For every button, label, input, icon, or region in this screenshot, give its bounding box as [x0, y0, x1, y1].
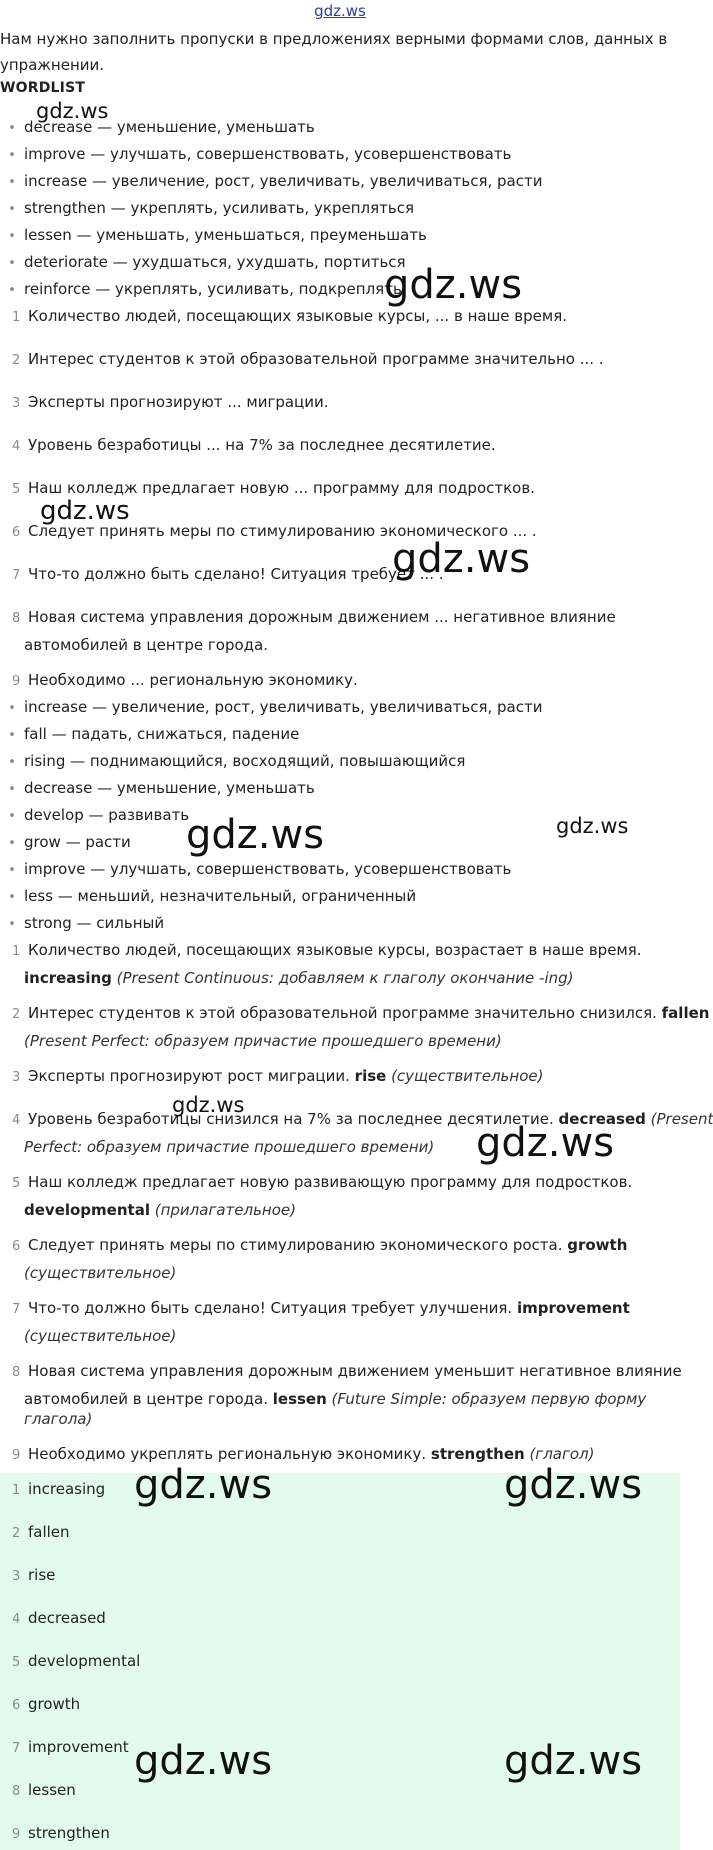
watermark: gdz.ws	[172, 1093, 245, 1117]
wordlist-text: less — меньший, незначительный, ограниченный	[24, 887, 417, 905]
answer-word: decreased	[558, 1110, 646, 1128]
solution-item	[0, 1362, 680, 1380]
item-number: 8	[12, 1784, 21, 1799]
answer-word: rise	[354, 1067, 387, 1085]
wordlist-heading: WORDLIST	[0, 80, 86, 96]
task-text: Количество людей, посещающих языковые курсы, ... в наше время.	[28, 307, 567, 325]
task-item	[0, 436, 680, 454]
solution-item-continued	[0, 1264, 704, 1282]
grammar-note: (Present Continuous: добавляем к глаголу окончание -ing)	[111, 969, 574, 987]
grammar-note: Perfect: образуем причастие прошедшего времени)	[24, 1138, 435, 1156]
grammar-note: (прилагательное)	[149, 1201, 296, 1219]
wordlist-item	[0, 145, 680, 163]
bullet-icon: •	[8, 755, 16, 770]
wordlist-item	[0, 199, 680, 217]
solution-item	[0, 1173, 680, 1191]
item-number: 2	[12, 1526, 21, 1541]
task-item-continued	[0, 636, 704, 654]
bullet-icon: •	[8, 809, 16, 824]
item-number: 5	[12, 482, 21, 497]
answer-word: rise	[28, 1566, 56, 1584]
answer-word: fallen	[661, 1004, 710, 1022]
answer-word: lessen	[28, 1781, 76, 1799]
answer-word: growth	[28, 1695, 81, 1713]
wordlist-text: fall — падать, снижаться, падение	[24, 725, 300, 743]
item-number: 1	[12, 1483, 21, 1498]
wordlist-text: rising — поднимающийся, восходящий, повышающийся	[24, 752, 466, 770]
solution-item-continued	[0, 1327, 704, 1345]
task-intro: Нам нужно заполнить пропуски в предложениях верными формами слов, данных в упражнении.	[0, 30, 668, 74]
answer-item	[0, 1652, 680, 1670]
answer-word: fallen	[28, 1523, 70, 1541]
item-number: 6	[12, 1698, 21, 1713]
task-item	[0, 307, 680, 325]
solution-item-continued	[0, 1201, 704, 1219]
wordlist-text: grow — расти	[24, 833, 131, 851]
answer-item	[0, 1566, 680, 1584]
item-number: 4	[12, 1612, 21, 1627]
solution-item	[0, 941, 680, 959]
wordlist-item	[0, 280, 680, 298]
item-number: 9	[12, 1827, 21, 1842]
wordlist-text: improve — улучшать, совершенствовать, усовершенствовать	[24, 860, 512, 878]
solution-text: Наш колледж предлагает новую развивающую программу для подростков.	[28, 1173, 633, 1191]
solution-item-continued	[0, 1032, 704, 1050]
bullet-icon: •	[8, 917, 16, 932]
answer-word: developmental	[28, 1652, 141, 1670]
grammar-note: (существительное)	[24, 1264, 177, 1282]
task-text: Уровень безработицы ... на 7% за последнее десятилетие.	[28, 436, 496, 454]
answer-word: developmental	[24, 1201, 150, 1219]
answer-item	[0, 1523, 680, 1541]
bullet-icon: •	[8, 836, 16, 851]
answer-word: increasing	[24, 969, 112, 987]
item-number: 3	[12, 1569, 21, 1584]
site-logo[interactable]: gdz.ws	[314, 2, 366, 20]
item-number: 8	[12, 611, 21, 626]
solution-item-continued	[0, 969, 704, 987]
bullet-icon: •	[8, 121, 16, 136]
solution-item-continued	[0, 1410, 704, 1428]
task-text: Что-то должно быть сделано! Ситуация требует ... .	[28, 565, 444, 583]
answer-item	[0, 1824, 680, 1842]
answer-word: decreased	[28, 1609, 106, 1627]
watermark: gdz.ws	[504, 1462, 643, 1508]
solution-item	[0, 1299, 680, 1317]
task-text: Необходимо ... региональную экономику.	[28, 671, 358, 689]
wordlist-text: develop — развивать	[24, 806, 190, 824]
task-text: Эксперты прогнозируют ... миграции.	[28, 393, 329, 411]
solution-text: Эксперты прогнозируют рост миграции.	[28, 1067, 355, 1085]
solution-text: Что-то должно быть сделано! Ситуация требует улучшения.	[28, 1299, 517, 1317]
task-item	[0, 350, 680, 368]
task-item	[0, 565, 680, 583]
bullet-icon: •	[8, 202, 16, 217]
wordlist-text: reinforce — укреплять, усиливать, подкреплять	[24, 280, 402, 298]
item-number: 1	[12, 310, 21, 325]
wordlist-text: strong — сильный	[24, 914, 165, 932]
bullet-icon: •	[8, 229, 16, 244]
watermark: gdz.ws	[40, 496, 130, 526]
watermark: gdz.ws	[134, 1462, 273, 1508]
task-item	[0, 608, 680, 626]
wordlist-text: strengthen — укреплять, усиливать, укрепляться	[24, 199, 414, 217]
answer-word: lessen	[272, 1390, 327, 1408]
watermark: gdz.ws	[134, 1738, 273, 1784]
item-number: 2	[12, 1007, 21, 1022]
item-number: 7	[12, 568, 21, 583]
item-number: 6	[12, 1239, 21, 1254]
wordlist-text: increase — увеличение, рост, увеличивать, увеличиваться, расти	[24, 698, 543, 716]
item-number: 5	[12, 1655, 21, 1670]
bullet-icon: •	[8, 728, 16, 743]
wordlist-item	[0, 914, 680, 932]
answer-item	[0, 1695, 680, 1713]
answer-word: growth	[567, 1236, 628, 1254]
solution-item	[0, 1445, 680, 1463]
bullet-icon: •	[8, 283, 16, 298]
item-number: 5	[12, 1176, 21, 1191]
grammar-note: глагола)	[24, 1410, 93, 1428]
watermark: gdz.ws	[36, 99, 109, 123]
watermark: gdz.ws	[476, 1120, 615, 1166]
solution-item	[0, 1004, 710, 1022]
solution-item	[0, 1236, 680, 1254]
wordlist-item	[0, 226, 680, 244]
wordlist-item	[0, 887, 680, 905]
task-text: автомобилей в центре города.	[24, 636, 268, 654]
watermark: gdz.ws	[504, 1738, 643, 1784]
watermark: gdz.ws	[556, 814, 629, 838]
item-number: 1	[12, 944, 21, 959]
solution-text: автомобилей в центре города.	[24, 1390, 273, 1408]
bullet-icon: •	[8, 890, 16, 905]
item-number: 9	[12, 1448, 21, 1463]
grammar-note: (существительное)	[386, 1067, 544, 1085]
solution-item	[0, 1067, 680, 1085]
answer-item	[0, 1609, 680, 1627]
wordlist-item	[0, 752, 680, 770]
watermark: gdz.ws	[186, 812, 325, 858]
wordlist-text: improve — улучшать, совершенствовать, усовершенствовать	[24, 145, 512, 163]
task-item	[0, 393, 680, 411]
item-number: 4	[12, 1113, 21, 1128]
wordlist-item	[0, 779, 680, 797]
grammar-note: (Future Simple: образуем первую форму	[326, 1390, 647, 1408]
item-number: 9	[12, 674, 21, 689]
answer-word: improvement	[516, 1299, 630, 1317]
solution-text: Необходимо укреплять региональную экономику.	[28, 1445, 431, 1463]
bullet-icon: •	[8, 863, 16, 878]
wordlist-item	[0, 172, 680, 190]
item-number: 6	[12, 525, 21, 540]
item-number: 7	[12, 1302, 21, 1317]
watermark: gdz.ws	[384, 262, 523, 308]
solution-text: Интерес студентов к этой образовательной программе значительно снизился.	[28, 1004, 662, 1022]
task-text: Интерес студентов к этой образовательной программе значительно ... .	[28, 350, 604, 368]
wordlist-text: decrease — уменьшение, уменьшать	[24, 118, 315, 136]
wordlist-item	[0, 860, 680, 878]
wordlist-item	[0, 725, 680, 743]
wordlist-text: lessen — уменьшать, уменьшаться, преуменьшать	[24, 226, 427, 244]
solution-text: Уровень безработицы снизился на 7% за последнее десятилетие.	[28, 1110, 559, 1128]
bullet-icon: •	[8, 148, 16, 163]
bullet-icon: •	[8, 256, 16, 271]
grammar-note: (Present Perfect: образуем причастие прошедшего времени)	[24, 1032, 502, 1050]
item-number: 3	[12, 396, 21, 411]
wordlist-text: deteriorate — ухудшаться, ухудшать, портиться	[24, 253, 406, 271]
item-number: 4	[12, 439, 21, 454]
answer-word: strengthen	[430, 1445, 525, 1463]
task-item	[0, 671, 680, 689]
solution-text: Количество людей, посещающих языковые курсы, возрастает в наше время.	[28, 941, 642, 959]
solution-item-continued	[0, 1390, 704, 1408]
task-text: Наш колледж предлагает новую ... программу для подростков.	[28, 479, 535, 497]
item-number: 7	[12, 1741, 21, 1756]
item-number: 3	[12, 1070, 21, 1085]
bullet-icon: •	[8, 782, 16, 797]
solution-text: Новая система управления дорожным движением уменьшит негативное влияние	[28, 1362, 682, 1380]
wordlist-item	[0, 253, 680, 271]
grammar-note: (глагол)	[524, 1445, 595, 1463]
answer-word: improvement	[28, 1738, 129, 1756]
grammar-note: (существительное)	[24, 1327, 177, 1345]
task-text: Новая система управления дорожным движением ... негативное влияние	[28, 608, 616, 626]
task-item	[0, 479, 680, 497]
answer-word: strengthen	[28, 1824, 110, 1842]
item-number: 8	[12, 1365, 21, 1380]
answer-word: increasing	[28, 1480, 106, 1498]
task-text: Следует принять меры по стимулированию экономического ... .	[28, 522, 537, 540]
wordlist-text: decrease — уменьшение, уменьшать	[24, 779, 315, 797]
item-number: 2	[12, 353, 21, 368]
wordlist-text: increase — увеличение, рост, увеличивать, увеличиваться, расти	[24, 172, 543, 190]
wordlist-item	[0, 698, 680, 716]
bullet-icon: •	[8, 701, 16, 716]
grammar-note: (Present	[645, 1110, 713, 1128]
solution-text: Следует принять меры по стимулированию экономического роста.	[28, 1236, 568, 1254]
bullet-icon: •	[8, 175, 16, 190]
watermark: gdz.ws	[392, 536, 531, 582]
